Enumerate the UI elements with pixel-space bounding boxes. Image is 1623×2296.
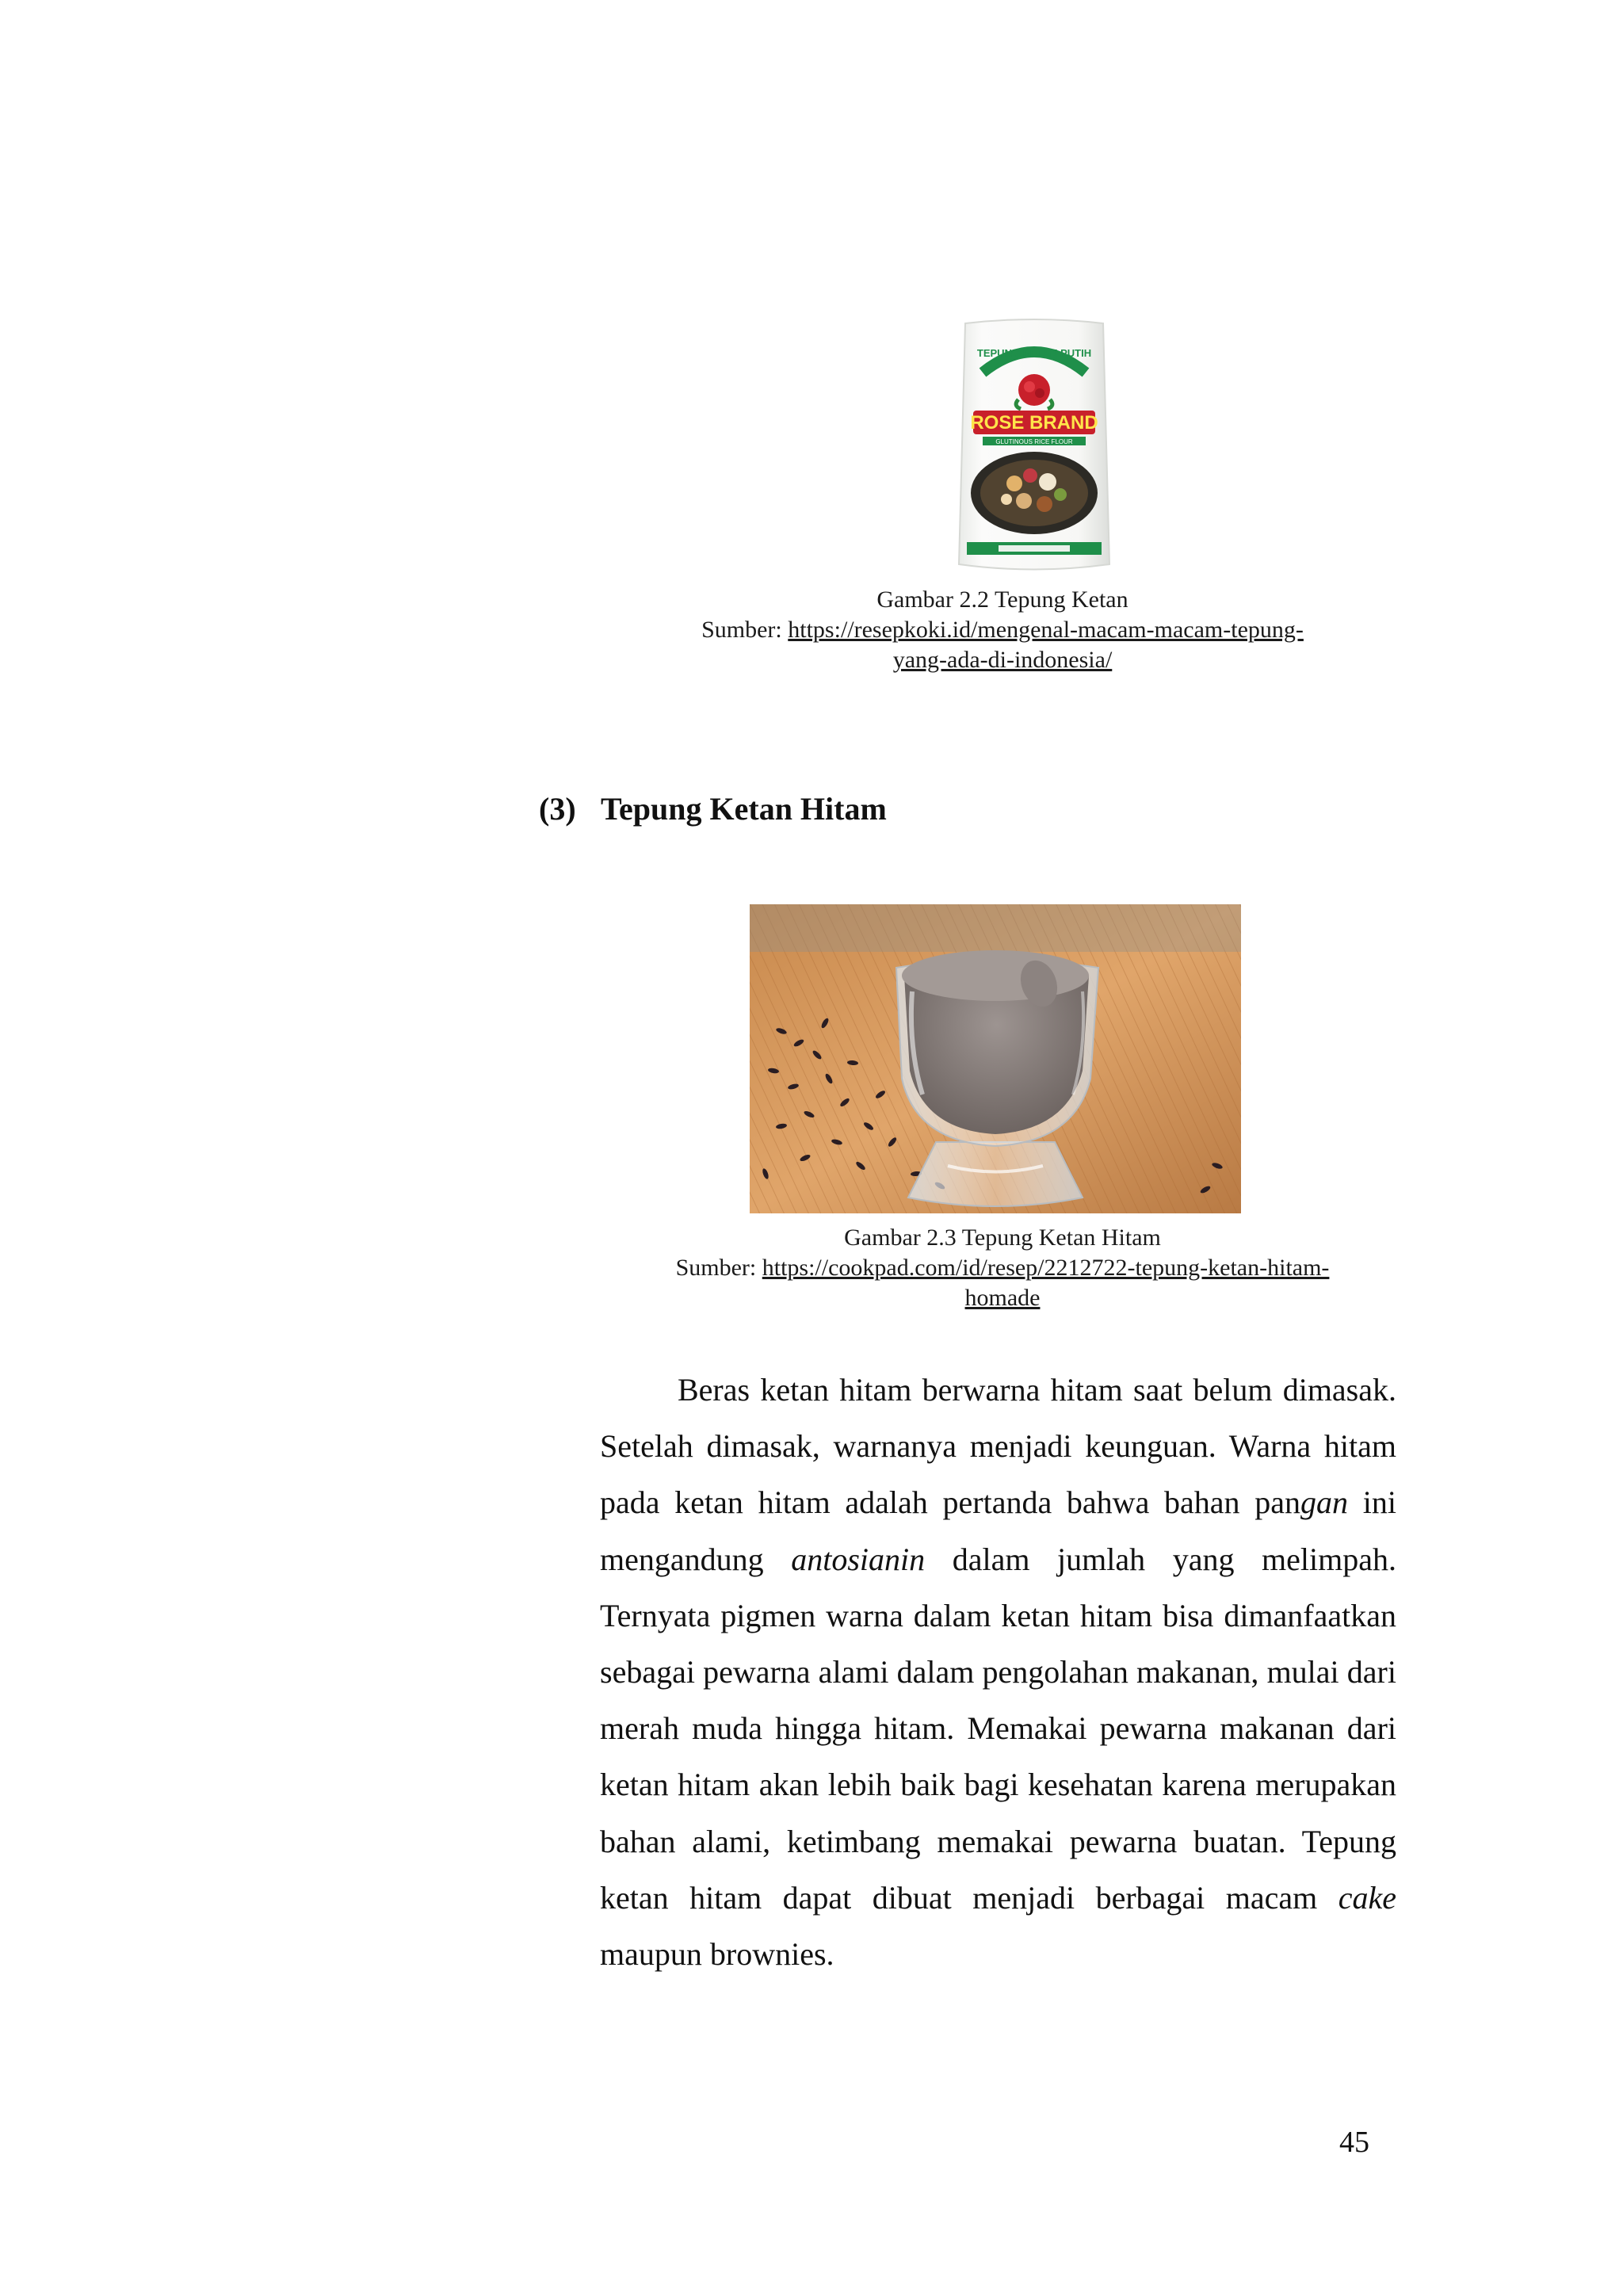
figure-source-line (602, 615, 1403, 645)
source-link-continued[interactable]: homade (964, 1285, 1041, 1311)
figure-source-line (602, 1253, 1403, 1283)
paragraph-italic-term: antosianin (791, 1541, 926, 1577)
paragraph-text-4: maupun brownies. (600, 1936, 834, 1973)
section-heading (539, 790, 887, 827)
figure-2-3-caption-block (602, 1223, 1403, 1313)
paragraph-text-1: Beras ketan hitam berwarna hitam saat belum dimasak. Setelah dimasak, warnanya menjadi keunguan. Warna hitam pada ketan hitam adalah pertanda bahwa bahan pan (600, 1372, 1396, 1521)
source-link[interactable]: https://cookpad.com/id/resep/2212722-tepung-ketan-hitam- (762, 1255, 1330, 1281)
section-number: (3) (539, 791, 576, 827)
source-link-continued[interactable]: yang-ada-di-indonesia/ (892, 647, 1113, 673)
paragraph-italic-cake: cake (1338, 1879, 1396, 1916)
figure-caption: Gambar 2.3 Tepung Ketan Hitam (844, 1224, 1161, 1251)
bag-brand-label: ROSE BRAND (970, 412, 1098, 434)
paragraph-text-2: ini mengandung (600, 1484, 1396, 1577)
page-number: 45 (1339, 2126, 1369, 2159)
black-rice-flour-photo (750, 904, 1241, 1213)
rice-flour-bag-image (951, 317, 1117, 575)
source-label: Sumber: (701, 617, 782, 643)
paragraph-text-3: dalam jumlah yang melimpah. Ternyata pigmen warna dalam ketan hitam bisa dimanfaatkan sebagai pewarna alami dalam pengolahan makanan, mulai dari merah muda hingga hitam. Memakai pewarna makanan dari ketan hitam akan lebih baik bagi kesehatan karena merupakan bahan alami, ketimbang memakai pewarna buatan. Tepung ketan hitam dapat dibuat menjadi berbagai macam (600, 1541, 1397, 1916)
bag-top-label: TEPUNG KETAN PUTIH (976, 347, 1092, 359)
section-title: Tepung Ketan Hitam (601, 791, 887, 827)
bag-subtitle: GLUTINOUS RICE FLOUR (995, 438, 1073, 445)
body-paragraph (600, 1362, 1396, 1982)
figure-caption: Gambar 2.2 Tepung Ketan (876, 586, 1128, 613)
source-label: Sumber: (675, 1255, 757, 1281)
source-link[interactable]: https://resepkoki.id/mengenal-macam-macam-tepung- (788, 617, 1304, 643)
figure-2-2-caption-block (602, 585, 1403, 675)
paragraph-italic-1: gan (1300, 1484, 1349, 1521)
